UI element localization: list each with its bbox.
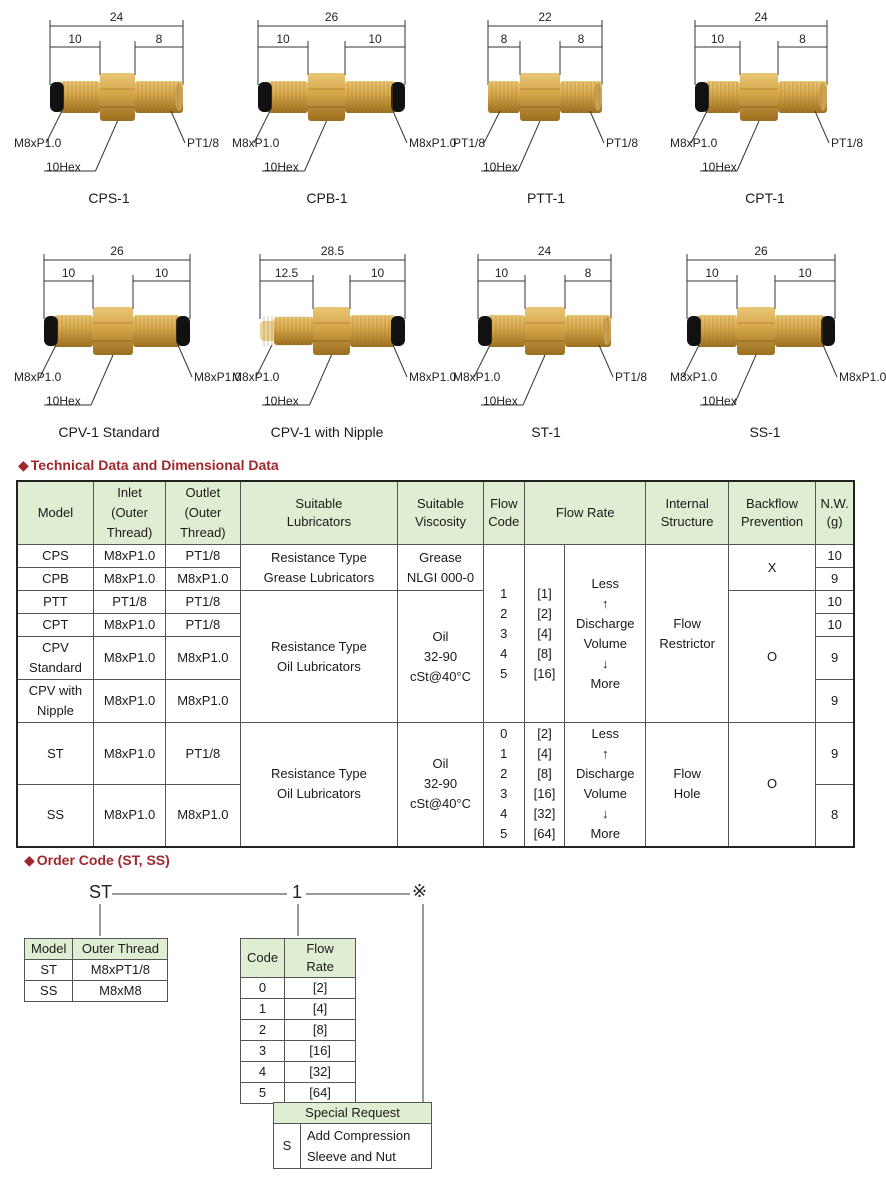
- right-thread-label: M8xP1.0: [839, 370, 886, 384]
- hex-label: 10Hex: [264, 160, 299, 174]
- dim-total-label: 26: [324, 10, 339, 24]
- dim-right-label: 10: [798, 266, 812, 280]
- hex-nut: [93, 307, 133, 355]
- table-row: 3 [16]: [241, 1041, 356, 1062]
- oil-lubricators-cell: Resistance Type Oil Lubricators: [240, 591, 398, 723]
- grease-viscosity-cell: Grease NLGI 000-0: [398, 545, 483, 591]
- hex-leader: [523, 355, 545, 405]
- group2-discharge-cell: Less ↑ Discharge Volume ↓ More: [565, 723, 646, 847]
- special-request-table: Special Request S Add Compression Sleeve and Nut: [273, 1102, 432, 1169]
- table-row: CPS M8xP1.0 PT1/8 Resistance Type Grease Lubricators Grease NLGI 000-0 1 2 3 4 5 [1] [2] [4] [8] [16] Less ↑ Discharge Volume ↓ More Flow Restrictor X 10: [17, 545, 854, 568]
- backflow-o-cell-2: O: [728, 723, 815, 847]
- dim-right-label: 8: [799, 32, 806, 46]
- fitting-st-1: [437, 234, 655, 459]
- right-leader: [393, 345, 407, 377]
- hex-leader: [91, 355, 113, 405]
- right-thread-label: PT1/8: [831, 136, 864, 150]
- diamond-icon: ◆: [18, 457, 29, 473]
- dim-left-label: 8: [500, 32, 508, 46]
- left-leader: [484, 111, 500, 143]
- group1-discharge-cell: Less ↑ Discharge Volume ↓ More: [565, 545, 646, 723]
- hex-leader: [310, 355, 332, 405]
- right-thread: [775, 315, 825, 347]
- hex-label: 10Hex: [46, 394, 81, 408]
- dim-total-label: 24: [109, 10, 124, 24]
- header-backflow: Backflow Prevention: [728, 481, 815, 545]
- dim-total-label: 24: [754, 10, 768, 24]
- model-thread-table: Model Outer Thread ST M8xPT1/8 SS M8xM8: [24, 938, 168, 1002]
- order-title-text: Order Code (ST, SS): [36, 852, 170, 868]
- hex-leader: [737, 121, 759, 171]
- right-seal: [821, 316, 835, 346]
- group2-rates-cell: [2] [4] [8] [16] [32] [64]: [524, 723, 564, 847]
- group1-codes-cell: 1 2 3 4 5: [483, 545, 524, 723]
- right-leader: [599, 345, 613, 377]
- left-seal: [687, 316, 701, 346]
- header-lubricators: Suitable Lubricators: [240, 481, 398, 545]
- dim-left-label: 10: [68, 32, 82, 46]
- left-thread-label: M8xP1.0: [232, 136, 280, 150]
- left-thread-label: M8xP1.0: [14, 370, 62, 384]
- fitting-cpv-1-standard: [0, 234, 242, 459]
- model-label: CPS-1: [88, 190, 130, 206]
- fitting-ptt-1: [437, 0, 655, 225]
- hex-leader: [734, 355, 756, 405]
- table-row: S Add Compression Sleeve and Nut: [274, 1124, 432, 1169]
- right-face: [175, 83, 183, 111]
- left-thread-label: PT1/8: [453, 136, 486, 150]
- backflow-x-cell: X: [728, 545, 815, 591]
- dim-left-label: 10: [61, 266, 76, 280]
- table-row: 5 [64]: [241, 1083, 356, 1104]
- hex-nut: [100, 73, 135, 121]
- left-thread: [488, 315, 525, 347]
- right-thread: [345, 81, 395, 113]
- hex-label: 10Hex: [483, 394, 518, 408]
- dim-right-label: 8: [577, 32, 585, 46]
- left-seal: [695, 82, 709, 112]
- dim-left-label: 10: [494, 266, 509, 280]
- dim-right-label: 8: [155, 32, 163, 46]
- left-seal: [44, 316, 58, 346]
- table-row: PTT PT1/8 PT1/8 Resistance Type Oil Lubricators Oil 32-90 cSt@40°C O 10: [17, 591, 854, 614]
- oil-lubricators-cell-2: Resistance Type Oil Lubricators: [240, 723, 398, 847]
- left-seal: [478, 316, 492, 346]
- table-row: 2 [8]: [241, 1020, 356, 1041]
- right-seal: [391, 82, 405, 112]
- model-label: PTT-1: [526, 190, 566, 206]
- header-internal: Internal Structure: [646, 481, 728, 545]
- table-row: CPV Standard M8xP1.0 M8xP1.0 9: [17, 637, 854, 680]
- dim-right-label: 10: [370, 266, 385, 280]
- hex-nut: [525, 307, 565, 355]
- left-thread: [54, 315, 93, 347]
- table-row: ST M8xP1.0 PT1/8 Resistance Type Oil Lubricators Oil 32-90 cSt@40°C 0 1 2 3 4 5 [2] [4] [8] [16] [32] [64] Less ↑ Discharge Volume ↓ More Flow Hole O 9: [17, 723, 854, 785]
- order-code-flow: 1: [292, 882, 303, 902]
- header-viscosity: Suitable Viscosity: [398, 481, 483, 545]
- table-row: SS M8xM8: [25, 981, 168, 1002]
- model-label: CPV-1 with Nipple: [270, 424, 384, 440]
- fitting-cpt-1: [656, 0, 874, 225]
- right-leader: [823, 345, 837, 377]
- table-row: SS M8xP1.0 M8xP1.0 8: [17, 785, 854, 847]
- table-row: 4 [32]: [241, 1062, 356, 1083]
- model-label: SS-1: [749, 424, 781, 440]
- hex-leader: [518, 121, 540, 171]
- fitting-cps-1: [0, 0, 218, 225]
- fitting-ss-1: [656, 234, 886, 459]
- right-leader: [815, 111, 829, 143]
- right-thread-label: PT1/8: [606, 136, 639, 150]
- flow-rate-table: Code Flow Rate 0 [2] 1 [4] 2 [8] 3 [16] 4 [32] 5 [64]: [240, 938, 356, 1104]
- dim-right-label: 10: [368, 32, 382, 46]
- right-leader: [393, 111, 407, 143]
- table-header-row: [17, 481, 854, 545]
- dim-right-label: 10: [154, 266, 169, 280]
- table-row: 0 [2]: [241, 978, 356, 999]
- right-leader: [590, 111, 604, 143]
- left-thread-label: M8xP1.0: [670, 370, 718, 384]
- hex-leader: [305, 121, 327, 171]
- dim-left-label: 10: [705, 266, 719, 280]
- group1-rates-cell: [1] [2] [4] [8] [16]: [524, 545, 564, 723]
- table-row: 1 [4]: [241, 999, 356, 1020]
- dim-left-label: 10: [710, 32, 725, 46]
- order-section-title: [24, 852, 170, 869]
- fitting-cpv-1-with-nipple: [218, 234, 457, 459]
- table-row: CPV with Nipple M8xP1.0 M8xP1.0 9: [17, 680, 854, 723]
- model-label: CPT-1: [745, 190, 785, 206]
- hex-nut: [740, 73, 778, 121]
- hex-label: 10Hex: [264, 394, 299, 408]
- right-seal: [391, 316, 405, 346]
- model-label: ST-1: [531, 424, 561, 440]
- dim-total-label: 26: [754, 244, 768, 258]
- order-code-special: ※: [412, 881, 428, 901]
- table-row: CPB M8xP1.0 M8xP1.0 9: [17, 568, 854, 591]
- header-model: Model: [17, 481, 93, 545]
- left-thread-label: M8xP1.0: [232, 370, 280, 384]
- dim-total-label: 24: [537, 244, 552, 258]
- header-flow-rate: Flow Rate: [524, 481, 646, 545]
- restrictor-cell: Flow Restrictor: [646, 545, 728, 723]
- group2-codes-cell: 0 1 2 3 4 5: [483, 723, 524, 847]
- right-leader: [171, 111, 185, 143]
- fitting-cpb-1: [218, 0, 457, 225]
- right-leader: [178, 345, 192, 377]
- right-thread-label: M8xP1.0: [194, 370, 242, 384]
- right-thread-label: M8xP1.0: [409, 370, 457, 384]
- oil-viscosity-cell-2: Oil 32-90 cSt@40°C: [398, 723, 483, 847]
- dim-left-label: 12.5: [274, 266, 299, 280]
- left-seal: [50, 82, 64, 112]
- right-thread-label: M8xP1.0: [409, 136, 457, 150]
- hex-label: 10Hex: [46, 160, 81, 174]
- hex-nut: [313, 307, 350, 355]
- dim-right-label: 8: [584, 266, 592, 280]
- left-thread-label: M8xP1.0: [14, 136, 62, 150]
- hex-nut: [520, 73, 560, 121]
- right-face: [819, 83, 827, 111]
- order-code-model: ST: [89, 882, 113, 902]
- backflow-o-cell: O: [728, 591, 815, 723]
- grease-lubricators-cell: Resistance Type Grease Lubricators: [240, 545, 398, 591]
- dim-total-label: 22: [538, 10, 552, 24]
- right-thread-label: PT1/8: [187, 136, 220, 150]
- right-thread-label: PT1/8: [615, 370, 648, 384]
- header-outlet: Outlet (Outer Thread): [166, 481, 240, 545]
- dim-total-label: 26: [110, 244, 124, 258]
- hex-leader: [96, 121, 118, 171]
- header-inlet: Inlet (Outer Thread): [93, 481, 165, 545]
- hex-label: 10Hex: [702, 394, 737, 408]
- hex-nut: [737, 307, 775, 355]
- table-row: ST M8xPT1/8: [25, 960, 168, 981]
- left-thread: [705, 81, 740, 113]
- hex-nut: [308, 73, 345, 121]
- dim-total-label: 28.5: [320, 244, 345, 258]
- model-label: CPB-1: [306, 190, 348, 206]
- tech-data-table: [16, 480, 855, 848]
- hole-cell: Flow Hole: [646, 723, 728, 847]
- oil-viscosity-cell: Oil 32-90 cSt@40°C: [398, 591, 483, 723]
- left-seal: [258, 82, 272, 112]
- diamond-icon: ◆: [24, 852, 35, 868]
- right-seal: [176, 316, 190, 346]
- table-row: CPT M8xP1.0 PT1/8 10: [17, 614, 854, 637]
- tech-title-text: Technical Data and Dimensional Data: [30, 457, 279, 473]
- hex-label: 10Hex: [483, 160, 518, 174]
- dim-left-label: 10: [276, 32, 290, 46]
- tech-section-title: [18, 457, 279, 474]
- left-thread-label: M8xP1.0: [453, 370, 501, 384]
- model-label: CPV-1 Standard: [58, 424, 160, 440]
- header-nw: N.W. (g): [816, 481, 854, 545]
- header-flow-code: Flow Code: [483, 481, 524, 545]
- hex-label: 10Hex: [702, 160, 737, 174]
- left-thread-label: M8xP1.0: [670, 136, 718, 150]
